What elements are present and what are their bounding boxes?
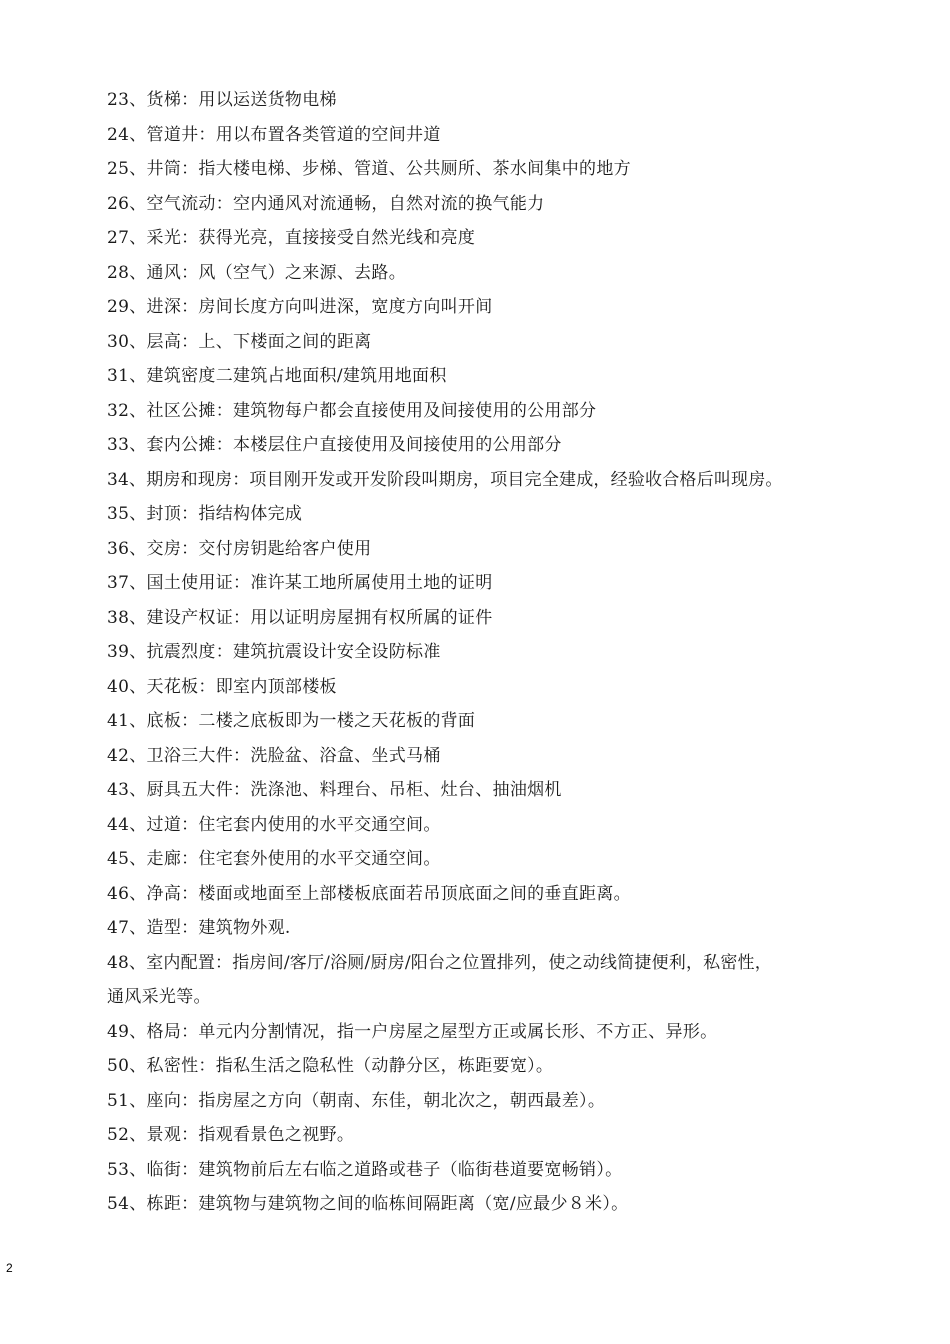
list-item: 43、厨具五大件：洗涤池、料理台、吊柜、灶台、抽油烟机 [107,780,562,800]
list-item: 40、天花板：即室内顶部楼板 [107,676,337,697]
list-item: 24、管道井：用以布置各类管道的空间井道 [107,124,441,145]
list-item: 23、货梯：用以运送货物电梯 [107,90,337,110]
list-item: 28、通风：风（空气）之来源、去路。 [107,262,407,283]
list-item: 35、封顶：指结构体完成 [107,504,303,524]
list-item: 41、底板：二楼之底板即为一楼之天花板的背面 [107,711,476,731]
list-item: 34、期房和现房：项目刚开发或开发阶段叫期房，项目完全建成，经验收合格后叫现房。 [107,469,783,490]
list-item: 50、私密性：指私生活之隐私性（动静分区，栋距要宽）。 [107,1056,554,1076]
list-item: 36、交房：交付房钥匙给客户使用 [107,538,372,559]
list-item: 48、室内配置：指房间/客厅/浴厕/厨房/阳台之位置排列，使之动线简捷便利，私密性， [107,952,772,973]
list-item: 33、套内公摊：本楼层住户直接使用及间接使用的公用部分 [107,435,562,455]
list-item: 27、采光：获得光亮，直接接受自然光线和亮度 [107,228,476,248]
list-item: 51、座向：指房屋之方向（朝南、东佳，朝北次之，朝西最差）。 [107,1090,606,1111]
list-item: 52、景观：指观看景色之视野。 [107,1125,355,1145]
list-item: 46、净高：楼面或地面至上部楼板底面若吊顶底面之间的垂直距离。 [107,883,631,904]
list-item: 44、过道：住宅套内使用的水平交通空间。 [107,814,441,835]
glossary-list [107,83,867,1222]
page-number: 2 [6,1261,13,1275]
list-item: 42、卫浴三大件：洗脸盆、浴盒、坐式马桶 [107,745,441,766]
list-item: 29、进深：房间长度方向叫进深，宽度方向叫开间 [107,297,493,317]
list-item: 25、井筒：指大楼电梯、步梯、管道、公共厕所、茶水间集中的地方 [107,159,631,179]
list-item-continuation: 通风采光等。 [107,987,211,1007]
list-item: 39、抗震烈度：建筑抗震设计安全设防标准 [107,642,441,662]
list-item: 26、空气流动：空内通风对流通畅，自然对流的换气能力 [107,193,545,214]
list-item: 30、层高：上、下楼面之间的距离 [107,331,372,352]
list-item: 53、临街：建筑物前后左右临之道路或巷子（临街巷道要宽畅销）。 [107,1159,623,1180]
list-item: 45、走廊：住宅套外使用的水平交通空间。 [107,849,441,869]
list-item: 54、栋距：建筑物与建筑物之间的临栋间隔距离（宽/应最少８米）。 [107,1194,629,1214]
list-item: 32、社区公摊：建筑物每户都会直接使用及间接使用的公用部分 [107,400,597,421]
list-item: 38、建设产权证：用以证明房屋拥有权所属的证件 [107,607,493,628]
list-item: 37、国土使用证：准许某工地所属使用土地的证明 [107,573,493,593]
list-item: 31、建筑密度二建筑占地面积/建筑用地面积 [107,366,447,386]
list-item: 47、造型：建筑物外观. [107,918,291,938]
list-item: 49、格局：单元内分割情况，指一户房屋之屋型方正或属长形、不方正、异形。 [107,1021,718,1042]
